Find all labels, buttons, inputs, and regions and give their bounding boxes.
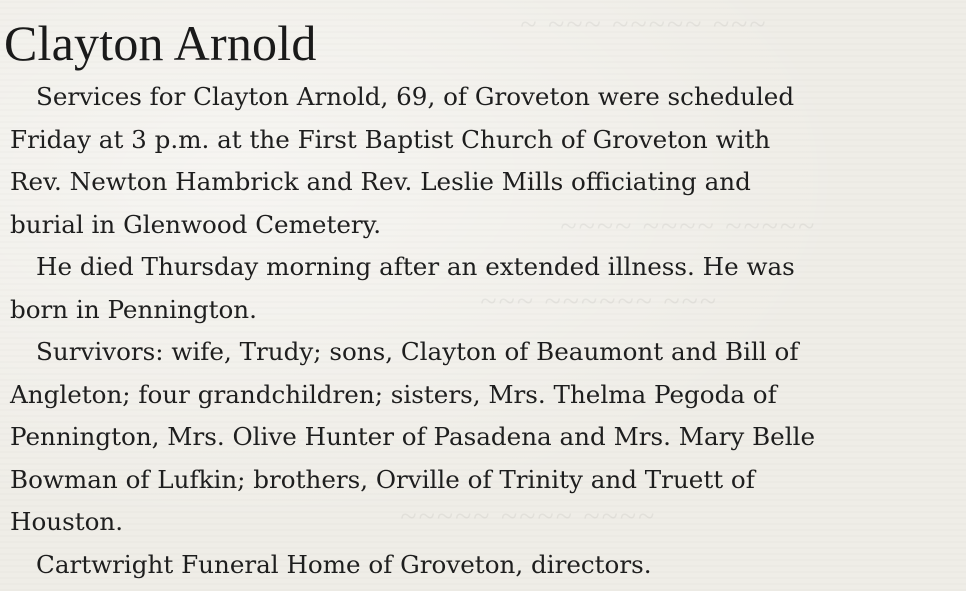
services-paragraph: Services for Clayton Arnold, 69, of Groveton were scheduled Friday at 3 p.m. at the First Baptist Church of Groveton with Rev. Newton Hambrick and Rev. Leslie Mills officiating and burial in Glenwood Cemetery. xyxy=(10,82,795,239)
bleed-through-texture: ~~~~ ~~~~ ~~~~~ xyxy=(560,210,816,243)
funeral-home-paragraph: Cartwright Funeral Home of Groveton, directors. xyxy=(36,549,652,579)
obituary-headline: Clayton Arnold xyxy=(4,15,317,71)
obituary-body xyxy=(10,76,946,586)
survivors-paragraph: Survivors: wife, Trudy; sons, Clayton of Beaumont and Bill of Angleton; four grandchildren; sisters, Mrs. Thelma Pegoda of Pennington, Mrs. Olive Hunter of Pasadena and Mrs. Mary Belle Bowman of Lufkin; brothers, Orville of Trinity and Truett of Houston. xyxy=(10,337,816,536)
bleed-through-texture: ~ ~~~ ~~~~~ ~~~ xyxy=(520,8,768,41)
bleed-through-texture: ~~~ ~~~~~~ ~~~ xyxy=(480,285,718,318)
death-paragraph: He died Thursday morning after an extended illness. He was born in Pennington. xyxy=(10,252,795,324)
bleed-through-texture: ~~~~~ ~~~~ ~~~~ xyxy=(400,500,656,533)
